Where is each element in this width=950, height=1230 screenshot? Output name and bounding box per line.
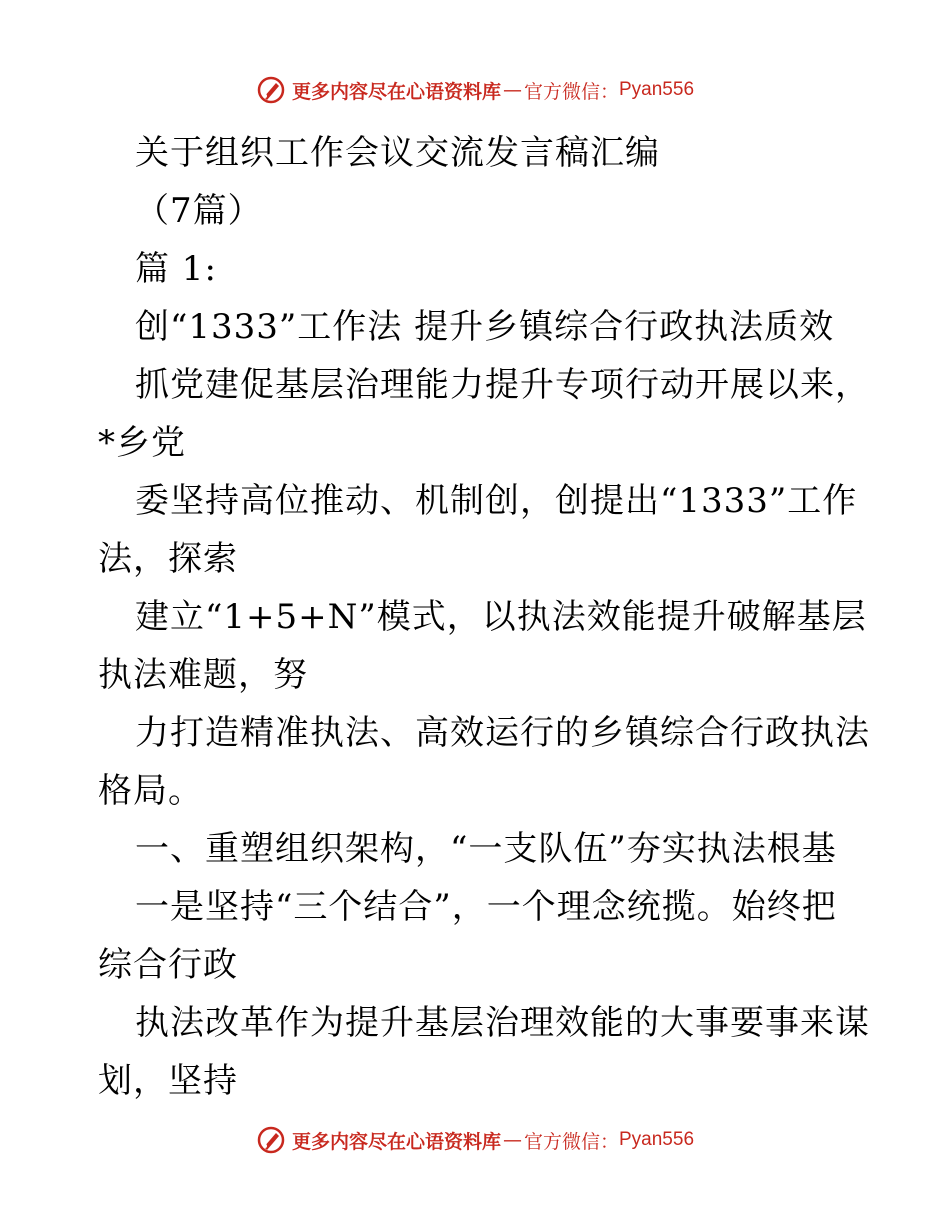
paragraph-line: 抓党建促基层治理能力提升专项行动开展以来，: [135, 365, 870, 405]
pen-logo-icon: [256, 75, 286, 105]
watermark-official-label: 官方微信：: [523, 1130, 619, 1153]
paragraph-line: 法，探索: [98, 539, 238, 579]
pen-logo-icon: [256, 1125, 286, 1155]
paragraph-line: 划，坚持: [98, 1061, 238, 1101]
paragraph-line: 力打造精准执法、高效运行的乡镇综合行政执法: [135, 713, 870, 753]
article-heading: 创“1333”工作法 提升乡镇综合行政执法质效: [135, 307, 835, 347]
paragraph-line: 一是坚持“三个结合”，一个理念统揽。始终把: [135, 887, 837, 927]
document-body: [98, 124, 870, 1110]
watermark-account-id: Pyan556: [619, 1129, 695, 1150]
document-subtitle: （7篇）: [135, 191, 263, 231]
watermark-official-label: 官方微信：: [523, 80, 619, 103]
header-watermark: [0, 72, 950, 108]
paragraph-line: 综合行政: [98, 945, 238, 985]
watermark-dash: —: [502, 79, 522, 101]
paragraph-line: 执法改革作为提升基层治理效能的大事要事来谋: [135, 1003, 870, 1043]
watermark-account-id: Pyan556: [619, 79, 695, 100]
footer-watermark: [0, 1122, 950, 1158]
watermark-site-text: 更多内容尽在心语资料库: [291, 80, 501, 103]
document-title: 关于组织工作会议交流发言稿汇编: [135, 133, 660, 173]
paragraph-line: 执法难题，努: [98, 655, 308, 695]
paragraph-line: *乡党: [98, 423, 186, 463]
paragraph-line: 委坚持高位推动、机制创，创提出“1333”工作: [135, 481, 858, 521]
watermark-dash: —: [502, 1129, 522, 1151]
paragraph-line: 格局。: [98, 771, 203, 811]
section-label: 篇 1:: [135, 249, 217, 289]
section-heading: 一、重塑组织架构，“一支队伍”夯实执法根基: [135, 829, 837, 869]
paragraph-line: 建立“1+5+N”模式，以执法效能提升破解基层: [135, 597, 867, 637]
watermark-site-text: 更多内容尽在心语资料库: [291, 1130, 501, 1153]
